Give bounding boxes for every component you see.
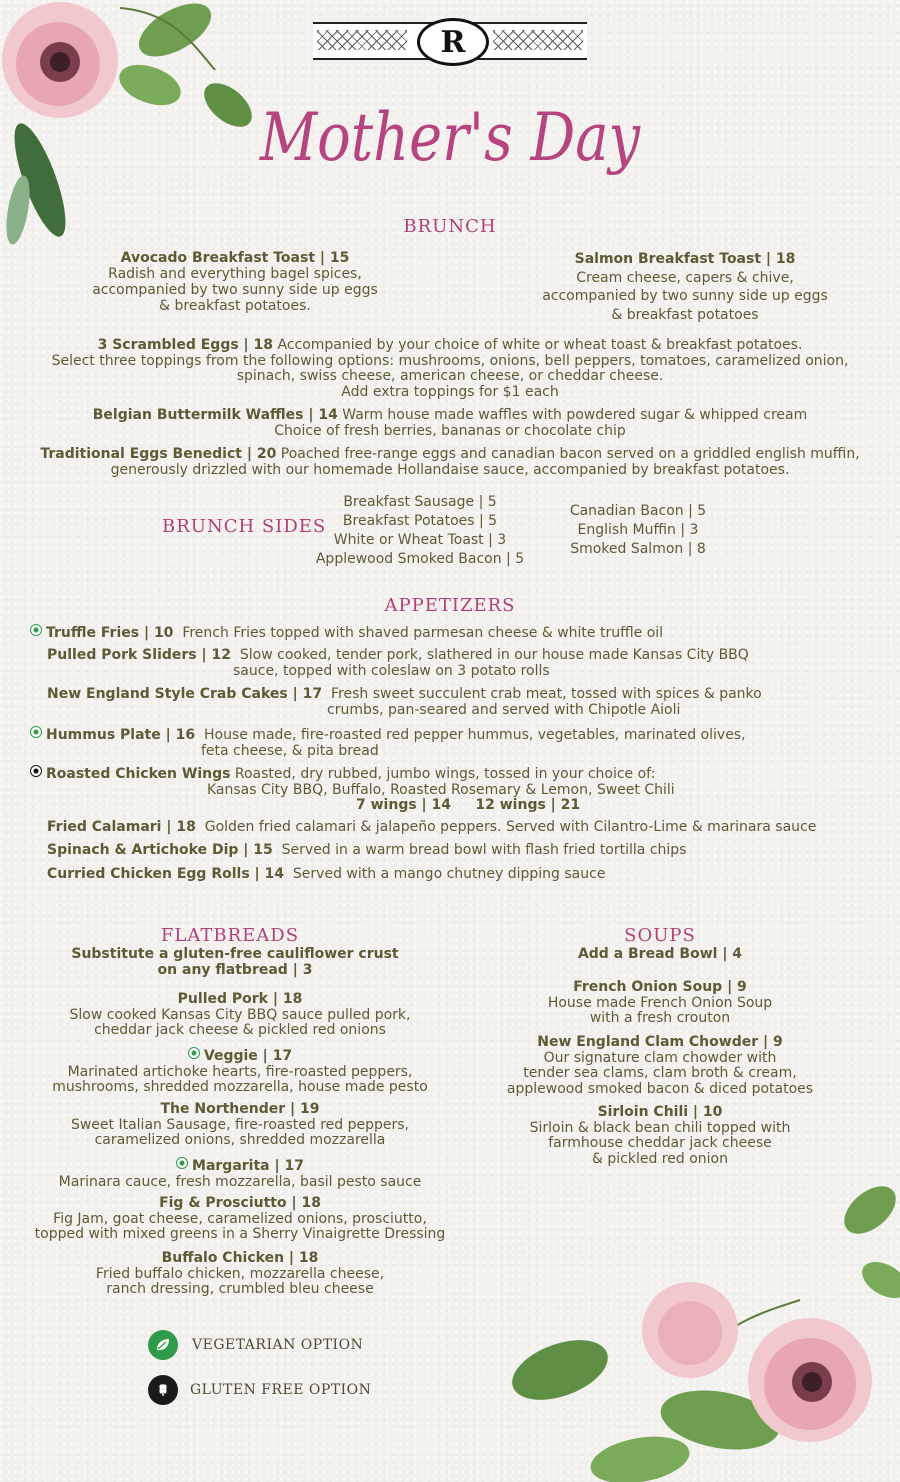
item-name: Pulled Pork Sliders | 12 bbox=[47, 647, 231, 663]
item-name: Belgian Buttermilk Waffles | 14 bbox=[92, 407, 338, 423]
item-desc: feta cheese, & pita bread bbox=[201, 742, 379, 759]
flatbread-item bbox=[10, 992, 470, 1047]
flatbread-item bbox=[10, 1047, 470, 1102]
item-desc: ranch dressing, crumbled bleu cheese bbox=[106, 1281, 374, 1297]
item-desc: Fig Jam, goat cheese, caramelized onions, prosciutto, bbox=[53, 1210, 427, 1227]
appetizers-title: APPETIZERS bbox=[384, 595, 516, 616]
brunch-sides-left-list bbox=[300, 493, 540, 569]
vegetarian-icon bbox=[188, 1047, 200, 1059]
brunch-sides-right-list bbox=[548, 502, 728, 559]
waffles-item bbox=[0, 408, 900, 439]
chicken-wings-item bbox=[30, 765, 730, 814]
item-desc: Fresh sweet succulent crab meat, tossed with spices & panko bbox=[331, 686, 762, 702]
clam-chowder-item bbox=[460, 1035, 860, 1097]
legend-gluten-free bbox=[148, 1375, 371, 1405]
item-desc: Kansas City BBQ, Buffalo, Roasted Rosemary & Lemon, Sweet Chili bbox=[207, 781, 675, 798]
item-desc: Golden fried calamari & jalapeño peppers. Served with Cilantro-Lime & marinara sauce bbox=[204, 819, 817, 835]
item-desc: Choice of fresh berries, bananas or chocolate chip bbox=[274, 422, 626, 439]
item-desc: accompanied by two sunny side up eggs bbox=[542, 288, 828, 304]
item-desc: tender sea clams, clam broth & cream, bbox=[523, 1065, 797, 1081]
vegetarian-icon bbox=[30, 726, 42, 738]
side-item: Canadian Bacon | 5 bbox=[569, 503, 707, 519]
item-desc: French Fries topped with shaved parmesan cheese & white truffle oil bbox=[182, 625, 664, 641]
item-desc: cheddar jack cheese & pickled red onions bbox=[94, 1022, 386, 1038]
item-desc: Select three toppings from the following options: mushrooms, onions, bell peppers, tomatoes, caramelized onion, bbox=[51, 352, 849, 369]
page-title bbox=[250, 72, 650, 192]
item-desc: Our signature clam chowder with bbox=[543, 1049, 777, 1066]
item-desc: Served with a mango chutney dipping sauce bbox=[292, 866, 606, 882]
item-name: Roasted Chicken Wings bbox=[46, 766, 231, 782]
side-item: Smoked Salmon | 8 bbox=[570, 541, 706, 557]
eggs-benedict-item bbox=[0, 447, 900, 478]
item-desc: applewood smoked bacon & diced potatoes bbox=[506, 1080, 814, 1097]
gluten-free-icon bbox=[30, 765, 42, 777]
note-line: Substitute a gluten-free cauliflower crust bbox=[71, 946, 399, 962]
item-desc: caramelized onions, shredded mozzarella bbox=[94, 1132, 386, 1148]
note-line: on any flatbread | 3 bbox=[157, 961, 313, 978]
item-desc: generously drizzled with our homemade Hollandaise sauce, accompanied by breakfast potatoes. bbox=[110, 461, 790, 478]
vegetarian-label: VEGETARIAN OPTION bbox=[192, 1337, 364, 1353]
item-name: Pulled Pork | 18 bbox=[177, 991, 303, 1007]
top-left-floral-decoration bbox=[0, 0, 260, 250]
item-desc: Fried buffalo chicken, mozzarella cheese, bbox=[95, 1265, 385, 1282]
crab-cakes-item bbox=[47, 687, 827, 718]
item-name: Avocado Breakfast Toast | 15 bbox=[120, 250, 350, 266]
item-desc: Roasted, dry rubbed, jumbo wings, tossed in your choice of: bbox=[230, 766, 656, 782]
item-name: Sirloin Chili | 10 bbox=[597, 1104, 723, 1120]
item-name: Fig & Prosciutto | 18 bbox=[159, 1195, 321, 1211]
restaurant-logo bbox=[313, 22, 587, 60]
side-item: Breakfast Sausage | 5 bbox=[343, 494, 497, 510]
item-desc: Sirloin & black bean chili topped with bbox=[529, 1119, 791, 1136]
flatbreads-list bbox=[10, 992, 470, 1306]
item-desc: sauce, topped with coleslaw on 3 potato rolls bbox=[233, 662, 550, 679]
vegetarian-icon bbox=[176, 1157, 188, 1169]
sirloin-chili-item bbox=[460, 1105, 860, 1167]
item-desc: Slow cooked, tender pork, slathered in our house made Kansas City BBQ bbox=[239, 647, 749, 663]
logo-emblem: R bbox=[417, 18, 489, 66]
item-desc: with a fresh crouton bbox=[589, 1010, 731, 1026]
item-name: Hummus Plate | 16 bbox=[46, 727, 196, 743]
flatbread-item bbox=[10, 1196, 470, 1251]
egg-rolls-item bbox=[47, 867, 605, 883]
brunch-sides-title: BRUNCH SIDES bbox=[162, 516, 327, 537]
side-item: Breakfast Potatoes | 5 bbox=[342, 513, 498, 529]
item-desc: Poached free-range eggs and canadian bacon served on a griddled english muffin, bbox=[276, 446, 860, 462]
avocado-toast-item bbox=[70, 250, 400, 314]
item-name: Fried Calamari | 18 bbox=[47, 819, 196, 835]
side-item: English Muffin | 3 bbox=[577, 522, 699, 538]
wings-price-large: 12 wings | 21 bbox=[475, 797, 581, 813]
spinach-dip-item bbox=[47, 843, 686, 859]
logo-lattice-right bbox=[493, 30, 583, 50]
wings-price-small: 7 wings | 14 bbox=[356, 797, 452, 813]
item-name: Truffle Fries | 10 bbox=[46, 625, 174, 641]
item-desc: spinach, swiss cheese, american cheese, or cheddar cheese. bbox=[236, 368, 664, 384]
item-desc: Sweet Italian Sausage, fire-roasted red peppers, bbox=[70, 1116, 410, 1133]
item-desc: mushrooms, shredded mozzarella, house made pesto bbox=[52, 1079, 428, 1095]
item-desc: Add extra toppings for $1 each bbox=[341, 383, 559, 400]
fried-calamari-item bbox=[47, 820, 816, 836]
brunch-title: BRUNCH bbox=[403, 216, 497, 237]
item-desc: crumbs, pan-seared and served with Chipotle Aioli bbox=[327, 701, 681, 718]
item-desc: House made French Onion Soup bbox=[547, 994, 773, 1011]
item-name: 3 Scrambled Eggs | 18 bbox=[97, 337, 274, 353]
bottom-right-floral-decoration bbox=[600, 1170, 900, 1482]
item-desc: & pickled red onion bbox=[592, 1150, 728, 1167]
leaf-icon bbox=[148, 1330, 178, 1360]
vegetarian-icon bbox=[30, 624, 42, 636]
item-desc: House made, fire-roasted red pepper hummus, vegetables, marinated olives, bbox=[203, 727, 746, 743]
soups-title: SOUPS bbox=[624, 925, 696, 946]
item-desc: & breakfast potatoes bbox=[611, 306, 759, 323]
flatbread-substitute-note bbox=[20, 947, 450, 978]
side-item: Applewood Smoked Bacon | 5 bbox=[315, 551, 525, 567]
item-desc: Marinara cauce, fresh mozzarella, basil pesto sauce bbox=[58, 1173, 422, 1190]
item-desc: topped with mixed greens in a Sherry Vinaigrette Dressing bbox=[34, 1226, 446, 1242]
item-name: Traditional Eggs Benedict | 20 bbox=[40, 446, 277, 462]
flatbread-item bbox=[10, 1251, 470, 1306]
item-desc: Marinated artichoke hearts, fire-roasted peppers, bbox=[67, 1063, 413, 1080]
item-desc: & breakfast potatoes. bbox=[159, 298, 311, 314]
item-name: Salmon Breakfast Toast | 18 bbox=[574, 251, 796, 267]
item-desc: Radish and everything bagel spices, bbox=[108, 266, 362, 282]
scrambled-eggs-item bbox=[0, 338, 900, 400]
svg-text:Mother's Day: Mother's Day bbox=[259, 99, 641, 176]
hummus-plate-item bbox=[30, 726, 810, 759]
item-desc: Slow cooked Kansas City BBQ sauce pulled pork, bbox=[69, 1006, 411, 1023]
legend-vegetarian bbox=[148, 1330, 363, 1360]
item-desc: Accompanied by your choice of white or wheat toast & breakfast potatoes. bbox=[273, 337, 803, 353]
logo-lattice-left bbox=[317, 30, 407, 50]
bread-bowl-note: Add a Bread Bowl | 4 bbox=[577, 946, 743, 962]
wheat-icon bbox=[148, 1375, 178, 1405]
item-name: New England Clam Chowder | 9 bbox=[537, 1034, 783, 1050]
salmon-toast-item bbox=[490, 250, 880, 324]
item-desc: Served in a warm bread bowl with flash fried tortilla chips bbox=[281, 842, 687, 858]
french-onion-soup-item bbox=[460, 980, 860, 1027]
item-desc: Warm house made waffles with powdered sugar & whipped cream bbox=[337, 407, 808, 423]
item-name: Buffalo Chicken | 18 bbox=[161, 1250, 319, 1266]
item-name: New England Style Crab Cakes | 17 bbox=[47, 686, 323, 702]
item-desc: Cream cheese, capers & chive, bbox=[576, 269, 794, 286]
flatbread-item bbox=[10, 1102, 470, 1157]
flatbreads-title: FLATBREADS bbox=[160, 925, 300, 946]
pulled-pork-sliders-item bbox=[47, 648, 807, 679]
item-desc: accompanied by two sunny side up eggs bbox=[92, 282, 378, 298]
item-name: Veggie | 17 bbox=[203, 1048, 293, 1064]
item-name: The Northender | 19 bbox=[160, 1101, 320, 1117]
flatbread-item bbox=[10, 1157, 470, 1196]
item-name: Spinach & Artichoke Dip | 15 bbox=[47, 842, 273, 858]
truffle-fries-item bbox=[30, 624, 663, 642]
item-name: Curried Chicken Egg Rolls | 14 bbox=[47, 866, 285, 882]
gluten-free-label: GLUTEN FREE OPTION bbox=[190, 1382, 372, 1398]
item-name: French Onion Soup | 9 bbox=[573, 979, 747, 995]
side-item: White or Wheat Toast | 3 bbox=[333, 532, 507, 548]
item-desc: farmhouse cheddar jack cheese bbox=[548, 1135, 772, 1151]
item-name: Margarita | 17 bbox=[192, 1158, 304, 1174]
